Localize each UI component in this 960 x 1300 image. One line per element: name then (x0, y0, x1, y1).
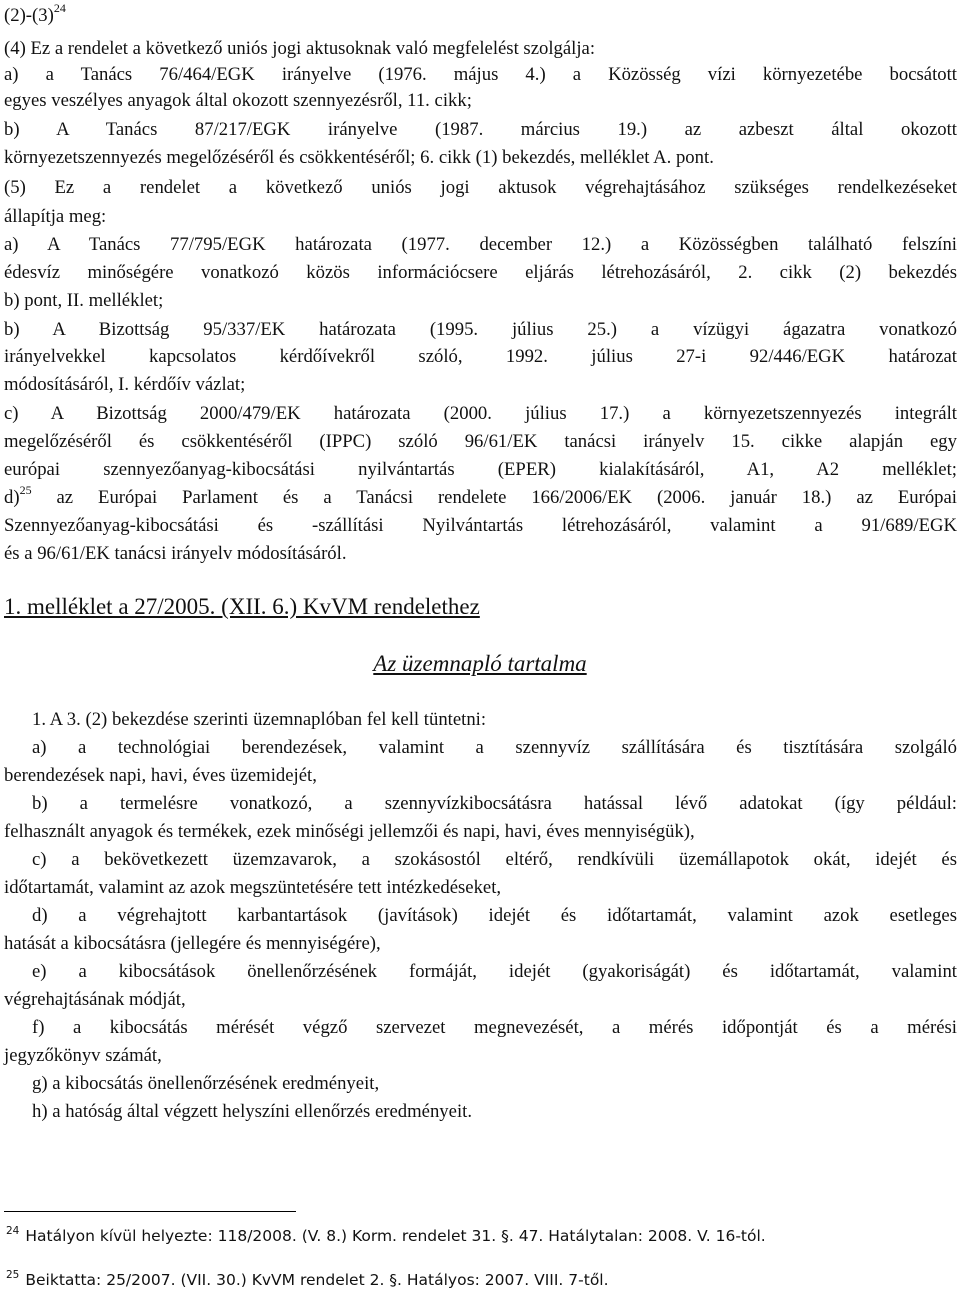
paragraph-5-d-line3: és a 96/61/EK tanácsi irányelv módosításáról. (4, 543, 347, 564)
annex-item-a-line1: a) a technológiai berendezések, valamint a szennyvíz szállítására és tisztítására szolgáló (32, 737, 957, 758)
paragraph-5-line1: (5) Ez a rendelet a következő uniós jogi aktusok végrehajtásához szükséges rendelkezéseket (4, 177, 957, 198)
paragraph-5-a-line1: a) A Tanács 77/795/EGK határozata (1977. december 12.) a Közösségben található felszíni (4, 234, 957, 255)
footnote-text: Beiktatta: 25/2007. (VII. 30.) KvVM rendelet 2. §. Hatályos: 2007. VIII. 7-től. (25, 1271, 609, 1289)
paragraph-4-a-line2: egyes veszélyes anyagok által okozott szennyezésről, 11. cikk; (4, 90, 472, 111)
paragraph-5-c-line2: megelőzéséről és csökkentéséről (IPPC) szóló 96/61/EK tanácsi irányelv 15. cikke alapján egy (4, 431, 957, 452)
annex-item-h: h) a hatóság által végzett helyszíni ellenőrzés eredményeit. (32, 1101, 473, 1122)
footnote-text: Hatályon kívül helyezte: 118/2008. (V. 8.) Korm. rendelet 31. §. 47. Hatálytalan: 2008. V. 16-tól. (25, 1227, 766, 1245)
paragraph-5-c-line1: c) A Bizottság 2000/479/EK határozata (2000. július 17.) a környezetszennyezés integrált (4, 403, 957, 424)
annex-item-g: g) a kibocsátás önellenőrzésének eredményeit, (32, 1073, 380, 1094)
paragraph-4-a-line1: a) a Tanács 76/464/EGK irányelve (1976. május 4.) a Közösség vízi környezetébe bocsátott (4, 64, 957, 85)
annex-item-f-line1: f) a kibocsátás mérését végző szervezet megnevezését, a mérés időpontját és a mérési (32, 1017, 957, 1038)
annex-item-e-line2: végrehajtásának módját, (4, 989, 186, 1010)
footnote-ref-24[interactable]: 24 (53, 1, 66, 15)
annex-intro: 1. A 3. (2) bekezdése szerinti üzemnaplóban fel kell tüntetni: (32, 709, 487, 730)
footnote-24 (6, 1226, 766, 1248)
paragraph-4-intro: (4) Ez a rendelet a következő uniós jogi aktusoknak való megfelelést szolgálja: (4, 38, 596, 59)
paragraph-5-d-line2: Szennyezőanyag-kibocsátási és -szállítási Nyilvántartás létrehozásáról, valamint a 91/689/EGK (4, 515, 957, 536)
annex-item-c-line2: időtartamát, valamint az azok megszüntetésére tett intézkedéseket, (4, 877, 502, 898)
annex-item-c-line1: c) a bekövetkezett üzemzavarok, a szokásostól eltérő, rendkívüli üzemállapotok okát, idejét és (32, 849, 957, 870)
annex-item-d-line1: d) a végrehajtott karbantartások (javítások) idejét és időtartamát, valamint azok esetleges (32, 905, 957, 926)
footnote-divider (4, 1211, 296, 1212)
paragraph-5-b-line1: b) A Bizottság 95/337/EK határozata (1995. július 25.) a vízügyi ágazatra vonatkozó (4, 319, 957, 340)
annex-item-b-line1: b) a termelésre vonatkozó, a szennyvízkibocsátásra hatással lévő adatokat (így például: (32, 793, 957, 814)
annex-item-b-line2: felhasznált anyagok és termékek, ezek minőségi jellemzői és napi, havi, éves mennyiségük), (4, 821, 695, 842)
paragraph-4-b-line1: b) A Tanács 87/217/EGK irányelve (1987. március 19.) az azbeszt által okozott (4, 119, 957, 140)
section-reference: $(2)-(3)^{24}$ (4, 1, 66, 26)
paragraph-5-a-line3: b) pont, II. melléklet; (4, 290, 164, 311)
annex-item-a-line2: berendezések napi, havi, éves üzemidejét, (4, 765, 317, 786)
footnote-ref-25[interactable]: 25 (19, 483, 32, 497)
paragraph-4-b-line2: környezetszennyezés megelőzéséről és csökkentéséről; 6. cikk (1) bekezdés, melléklet A. pont. (4, 147, 714, 168)
paragraph-5-b-line2: irányelvekkel kapcsolatos kérdőívekről szóló, 1992. július 27-i 92/446/EGK határozat (4, 346, 957, 367)
paragraph-5-a-line2: édesvíz minőségére vonatkozó közös információcsere eljárás létrehozásáról, 2. cikk (2) bekezdés (4, 262, 957, 283)
paragraph-5-b-line3: módosításáról, I. kérdőív vázlat; (4, 374, 246, 395)
annex-title: Az üzemnapló tartalma (373, 651, 587, 676)
footnote-number: 24 (6, 1225, 20, 1237)
annex-item-e-line1: e) a kibocsátások önellenőrzésének formáját, idejét (gyakoriságát) és időtartamát, valamint (32, 961, 957, 982)
footnote-25 (6, 1270, 609, 1292)
annex-item-f-line2: jegyzőkönyv számát, (4, 1045, 162, 1066)
annex-item-d-line2: hatását a kibocsátásra (jellegére és mennyiségére), (4, 933, 381, 954)
footnote-number: 25 (6, 1269, 20, 1281)
paragraph-5-line2: állapítja meg: (4, 206, 107, 227)
paragraph-5-d-line1: d)$^{25}$ az Európai Parlament és a Tanácsi rendelete 166/2006/EK (2006. január 18.) az Európai (4, 483, 957, 508)
paragraph-5-c-line3: európai szennyezőanyag-kibocsátási nyilvántartás (EPER) kialakításáról, A1, A2 melléklet; (4, 459, 957, 480)
annex-heading: 1. melléklet a 27/2005. (XII. 6.) KvVM rendelethez (4, 594, 480, 619)
